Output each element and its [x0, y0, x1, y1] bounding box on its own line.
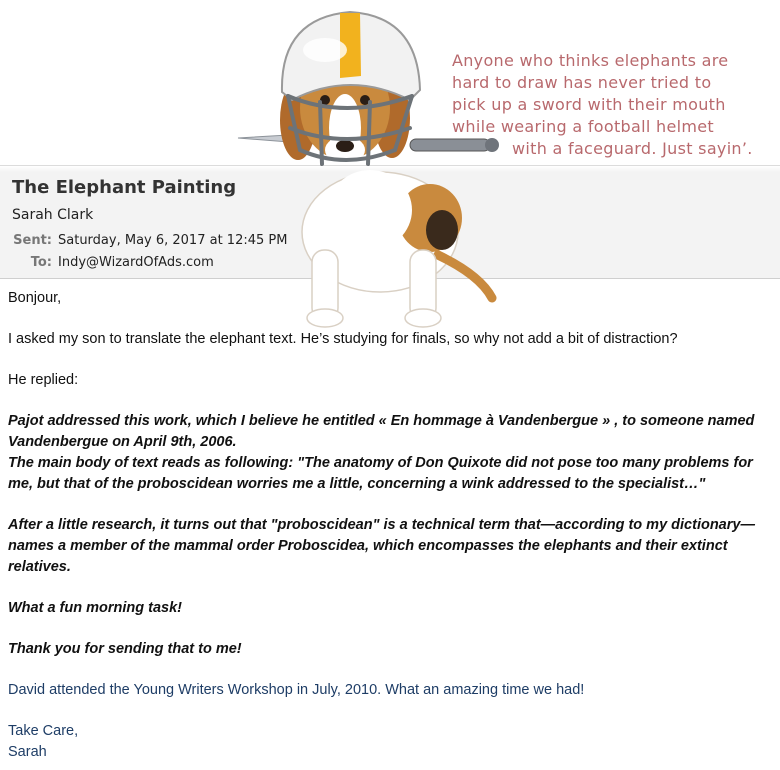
to-label: To:: [30, 255, 52, 270]
greeting: Bonjour,: [8, 290, 62, 306]
dog-nose: [336, 140, 354, 152]
caption-line: pick up a sword with their mouth: [452, 95, 726, 114]
signature: Sarah: [8, 744, 47, 760]
quote-line: What a fun morning task!: [8, 600, 182, 616]
quote-line: Thank you for sending that to me!: [8, 641, 242, 657]
email-sender[interactable]: Sarah Clark: [12, 207, 94, 223]
caption-line: while wearing a football helmet: [452, 117, 714, 136]
translation-quote: [8, 411, 773, 660]
sent-value: Saturday, May 6, 2017 at 12:45 PM: [58, 233, 288, 248]
to-address[interactable]: Indy@WizardOfAds.com: [58, 255, 214, 270]
paragraph-workshop: David attended the Young Writers Workshop in July, 2010. What an amazing time we had!: [8, 682, 585, 698]
to-row: [8, 255, 214, 270]
sent-label: Sent:: [13, 233, 52, 248]
dog-helmet-illustration: [230, 0, 510, 335]
caption-line: Anyone who thinks elephants are: [452, 51, 729, 70]
caption-line: hard to draw has never tried to: [452, 73, 712, 92]
paragraph-intro: I asked my son to translate the elephant text. He’s studying for finals, so why not add a bit of distraction?: [8, 331, 678, 347]
caption-line: with a faceguard. Just sayin’.: [512, 139, 753, 158]
quote-line: Pajot addressed this work, which I believe he entitled « En hommage à Vandenbergue » , to someone named Vandenbergue on April 9th, 2006.: [8, 413, 755, 450]
sword-handle: [410, 139, 490, 151]
email-subject: The Elephant Painting: [12, 177, 237, 198]
closing: Take Care,: [8, 723, 79, 739]
quote-line: The main body of text reads as following: "The anatomy of Don Quixote did not pose too many problems for me, but that of the proboscidean worries me a little, concerning a wink addressed to the specialist…": [8, 455, 753, 492]
quote-line: After a little research, it turns out that "proboscidean" is a technical term that—according to my dictionary—names a member of the mammal order Proboscidea, which encompasses the elephants and their extinct relatives.: [8, 517, 755, 575]
email-body: [8, 288, 773, 763]
paragraph-replied: He replied:: [8, 372, 79, 388]
